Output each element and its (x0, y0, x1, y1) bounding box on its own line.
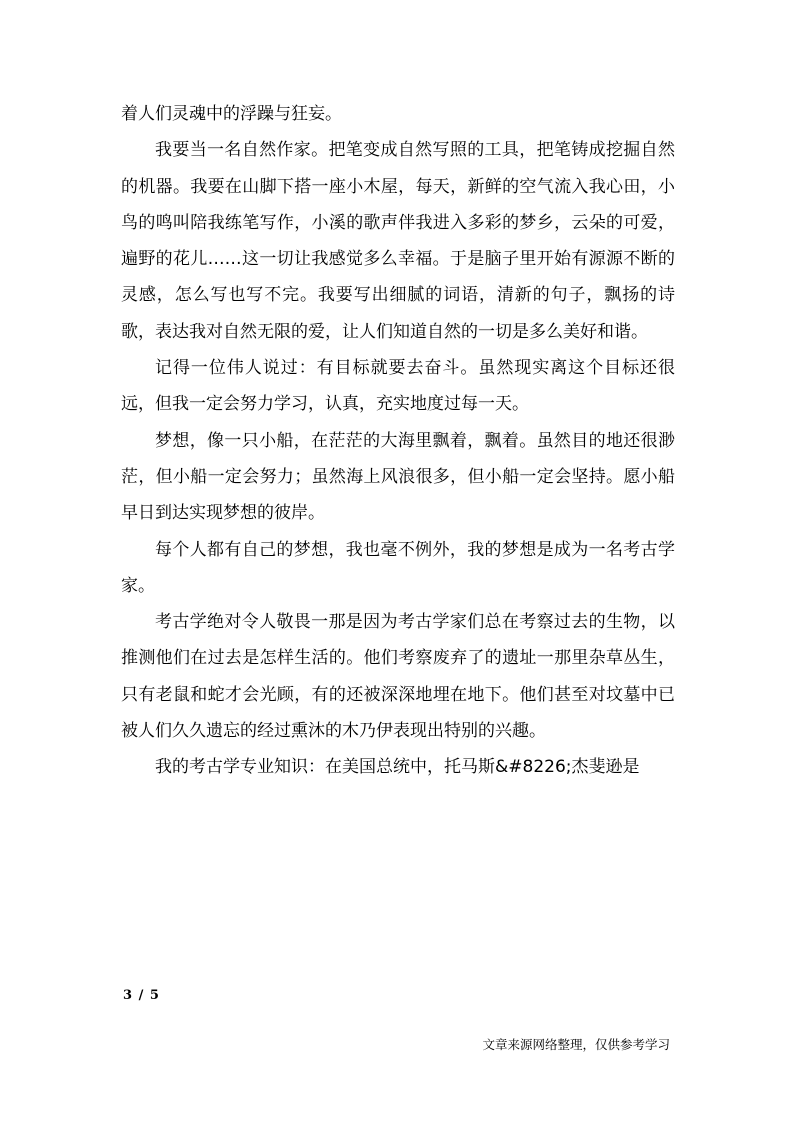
paragraph-goal-quote: 记得一位伟人说过：有目标就要去奋斗。虽然现实离这个目标还很远，但我一定会努力学习，认真，充实地度过每一天。 (121, 358, 675, 415)
page-number: 3 / 5 (123, 988, 160, 1003)
paragraph-dream-boat: 梦想，像一只小船，在茫茫的大海里飘着，飘着。虽然目的地还很渺茫，但小船一定会努力；虽然海上风浪很多，但小船一定会坚持。愿小船早日到达实现梦想的彼岸。 (121, 430, 675, 524)
paragraph-archaeologist-dream: 每个人都有自己的梦想，我也毫不例外，我的梦想是成为一名考古学家。 (121, 539, 675, 596)
paragraph-archaeology-knowledge: 我的考古学专业知识：在美国总统中，托马斯&#8226;杰斐逊是 (155, 757, 640, 778)
document-body (121, 96, 675, 786)
paragraph-nature-writer: 我要当一名自然作家。把笔变成自然写照的工具，把笔铸成挖掘自然的机器。我要在山脚下搭一座小木屋，每天，新鲜的空气流入我心田，小鸟的鸣叫陪我练笔写作，小溪的歌声伴我进入多彩的梦乡，云朵的可爱，遍野的花儿……这一切让我感觉多么幸福。于是脑子里开始有源源不断的灵感，怎么写也写不完。我要写出细腻的词语，清新的句子，飘扬的诗歌，表达我对自然无限的爱，让人们知道自然的一切是多么美好和谐。 (121, 140, 675, 342)
paragraph-continuation: 着人们灵魂中的浮躁与狂妄。 (121, 104, 342, 124)
source-note: 文章来源网络整理，仅供参考学习 (482, 1037, 670, 1052)
paragraph-archaeology-awe: 考古学绝对令人敬畏一那是因为考古学家们总在考察过去的生物，以推测他们在过去是怎样生活的。他们考察废弃了的遗址一那里杂草丛生，只有老鼠和蛇才会光顾，有的还被深深地埋在地下。他们甚至对坟墓中已被人们久久遗忘的经过熏沐的木乃伊表现出特别的兴趣。 (121, 612, 675, 742)
